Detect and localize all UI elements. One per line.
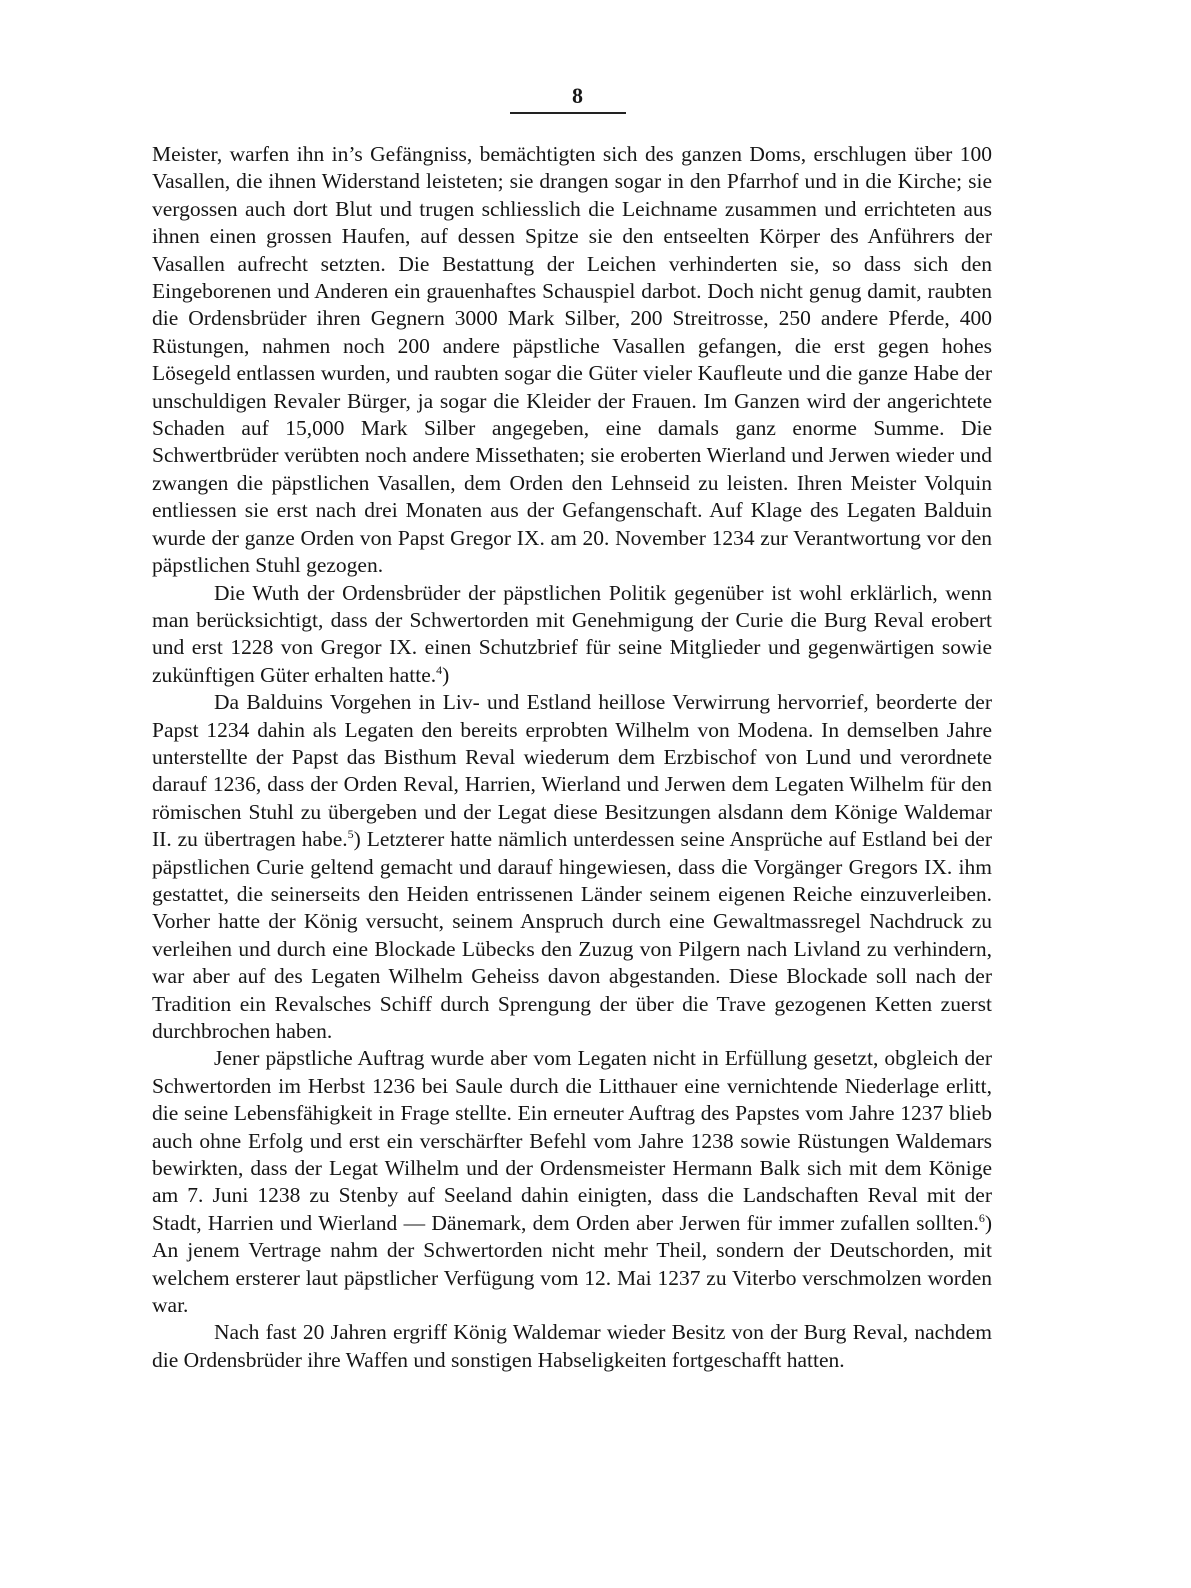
paragraph-1-text: Meister, warfen ihn in’s Gefängniss, bemächtigten sich des ganzen Doms, erschlugen über 100 Vasallen, die ihnen Widerstand leisteten; sie drangen sogar in den Pfarrhof und in die Kirche; sie vergossen auch dort Blut und trugen schliesslich die Leichname zusammen und errichteten aus ihnen einen grossen Haufen, auf dessen Spitze sie den entseelten Körper des Anführers der Vasallen aufrecht setzten. Die Bestattung der Leichen verhinderten sie, so dass sich den Eingeborenen und Anderen ein grauenhaftes Schauspiel darbot. Doch nicht genug damit, raubten die Ordensbrüder ihren Gegnern 3000 Mark Silber, 200 Streitrosse, 250 andere Pferde, 400 Rüstungen, nahmen noch 200 andere päpstliche Vasallen gefangen, die erst gegen hohes Lösegeld entlassen wurden, und raubten sogar die Güter vieler Kaufleute und die ganze Habe der unschuldigen Revaler Bürger, ja sogar die Kleider der Frauen. Im Ganzen wird der angerichtete Schaden auf 15,000 Mark Silber angegeben, eine damals ganz enorme Summe. Die Schwertbrüder verübten noch andere Missethaten; sie eroberten Wierland und Jerwen wieder und zwangen die päpstlichen Vasallen, dem Orden den Lehnseid zu leisten. Ihren Meister Volquin entliessen sie erst nach drei Monaten aus der Gefangenschaft. Auf Klage des Legaten Balduin wurde der ganze Orden von Papst Gregor IX. am 20. November 1234 zur Verantwortung vor den päpstlichen Stuhl gezogen. [152,142,992,578]
paragraph-3-text: Da Balduins Vorgehen in Liv- und Estland heillose Verwirrung hervorrief, beorderte der Papst 1234 dahin als Legaten den bereits erprobten Wilhelm von Modena. In demselben Jahre unterstellte der Papst das Bisthum Reval wiederum dem Erzbischof von Lund und verordnete darauf 1236, dass der Orden Reval, Harrien, Wierland und Jerwen dem Legaten Wilhelm für den römischen Stuhl zu übergeben und der Legat diese Besitzungen alsdann dem Könige Waldemar II. zu übertragen habe. [152,690,992,852]
paragraph-5-text: Nach fast 20 Jahren ergriff König Waldemar wieder Besitz von der Burg Reval, nachdem die Ordensbrüder ihre Waffen und sonstigen Habseligkeiten fortgeschafft hatten. [152,1320,992,1372]
paragraph-5 [152,1319,992,1374]
paragraph-4-text-after: ) An jenem Vertrage nahm der Schwertorden nicht mehr Theil, sondern der Deutschorden, mit welchem ersterer laut päpstlicher Verfügung vom 12. Mai 1237 zu Viterbo verschmolzen worden war. [152,1210,992,1318]
paragraph-4 [152,1045,992,1319]
paragraph-1 [152,141,992,580]
paragraph-3 [152,689,992,1045]
footnote-ref-5: 5 [347,827,354,842]
paragraph-2-text-after: ) [442,662,450,687]
footnote-ref-6: 6 [978,1210,985,1225]
body-text [152,141,992,1374]
page-number: 8 [572,83,583,108]
footnote-ref-4: 4 [436,662,443,677]
paragraph-2 [152,580,992,690]
paragraph-4-text: Jener päpstliche Auftrag wurde aber vom Legaten nicht in Erfüllung gesetzt, obgleich der Schwertorden im Herbst 1236 bei Saule durch die Litthauer eine vernichtende Niederlage erlitt, die seine Lebensfähigkeit in Frage stellte. Ein erneuter Auftrag des Papstes vom Jahre 1237 blieb auch ohne Erfolg und erst ein verschärfter Befehl vom Jahre 1238 sowie Rüstungen Waldemars bewirkten, dass der Legat Wilhelm und der Ordensmeister Hermann Balk sich mit dem Könige am 7. Juni 1238 zu Stenby auf Seeland dahin einigten, dass die Landschaften Reval mit der Stadt, Harrien und Wierland — Dänemark, dem Orden aber Jerwen für immer zufallen sollten. [152,1046,992,1235]
paragraph-2-text: Die Wuth der Ordensbrüder der päpstlichen Politik gegenüber ist wohl erklärlich, wenn man berücksichtigt, dass der Schwertorden mit Genehmigung der Curie die Burg Reval erobert und erst 1228 von Gregor IX. einen Schutzbrief für seine Mitglieder und gegenwärtigen sowie zukünftigen Güter erhalten hatte. [152,580,992,687]
paragraph-3-text-after: ) Letzterer hatte nämlich unterdessen seine Ansprüche auf Estland bei der päpstlichen Curie geltend gemacht und darauf hingewiesen, dass die Vorgänger Gregors IX. ihm gestattet, die seinerseits den Heiden entrissenen Länder seinem eigenen Reiche einzuverleiben. Vorher hatte der König versucht, seinem Anspruch durch eine Gewaltmassregel Nachdruck zu verleihen und durch eine Blockade Lübecks den Zuzug von Pilgern nach Livland zu verhindern, war aber auf des Legaten Wilhelm Geheiss davon abgestanden. Diese Blockade soll nach der Tradition ein Revalsches Schiff durch Sprengung der über die Trave gezogenen Ketten zuerst durchbrochen haben. [152,827,992,1043]
header-rule [510,112,626,114]
